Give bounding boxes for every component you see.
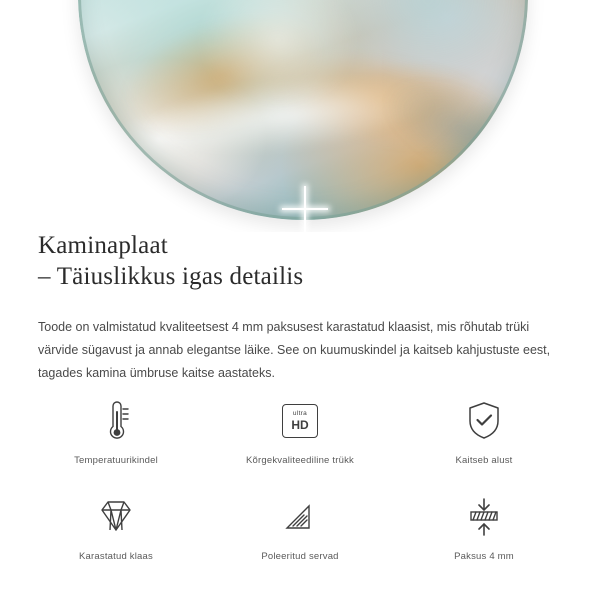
headline-line-1: Kaminaplaat (38, 232, 168, 259)
fireplace-plate-image (78, 0, 528, 220)
thickness-icon (462, 494, 506, 540)
feature-item (208, 494, 392, 562)
hero-image (0, 0, 600, 232)
feature-label: Paksus 4 mm (454, 551, 514, 562)
thermometer-icon (96, 398, 136, 444)
polished-edges-icon (279, 494, 321, 540)
feature-grid (24, 398, 576, 562)
ultra-hd-icon (282, 398, 318, 444)
feature-item (392, 494, 576, 562)
shield-check-icon (465, 398, 503, 444)
feature-label: Poleeritud servad (261, 551, 339, 562)
feature-label: Kaitseb alust (455, 455, 513, 466)
feature-label: Temperatuurikindel (74, 455, 158, 466)
feature-item (208, 398, 392, 466)
feature-label: Kõrgekvaliteediline trükk (246, 455, 354, 466)
text-block (38, 230, 568, 385)
page-title (38, 230, 568, 292)
description-paragraph: Toode on valmistatud kvaliteetsest 4 mm paksusest karastatud klaasist, mis rõhutab trüki värvide sügavust ja annab elegantse läike. See on kuumuskindel ja kaitseb kahjustuste eest, tagades kamina ümbruse kaitse aastateks. (38, 320, 551, 380)
feature-label: Karastatud klaas (79, 551, 153, 562)
ultra-hd-top-text: ultra (292, 410, 308, 418)
ultra-hd-bottom-text: HD (291, 417, 309, 432)
headline-line-2: – Täiuslikkus igas detailis (38, 263, 304, 290)
feature-item (24, 494, 208, 562)
feature-item (392, 398, 576, 466)
feature-item (24, 398, 208, 466)
diamond-icon (94, 494, 138, 540)
